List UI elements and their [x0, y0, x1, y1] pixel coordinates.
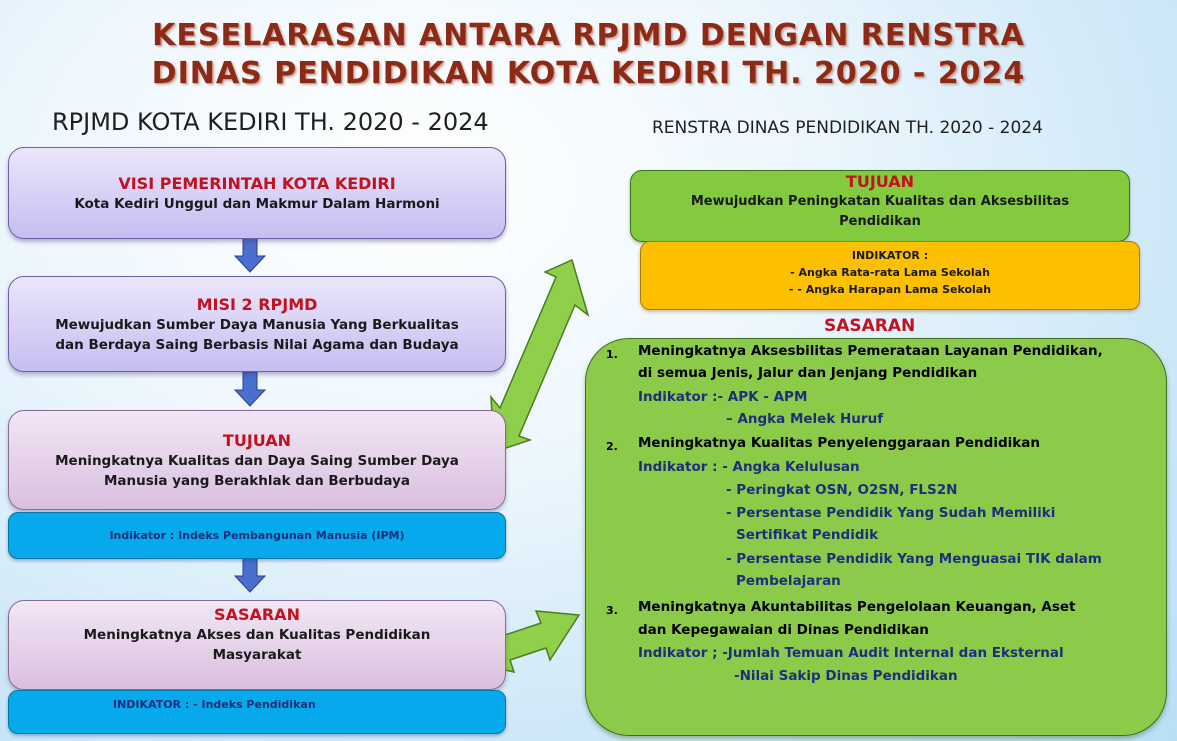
sasaran-item-1-num: 1. — [606, 348, 618, 361]
sasaran-item-3-line-2: dan Kepegawaian di Dinas Pendidikan — [638, 622, 929, 638]
renstra-heading: RENSTRA DINAS PENDIDIKAN TH. 2020 - 2024 — [652, 118, 1043, 138]
down-arrow-3 — [235, 558, 265, 592]
misi-line-2: dan Berdaya Saing Berbasis Nilai Agama dan Budaya — [55, 337, 459, 353]
misi-line-1: Mewujudkan Sumber Daya Manusia Yang Berkualitas — [55, 317, 459, 333]
renstra-tujuan-line-2: Pendidikan — [839, 214, 921, 229]
sasaran-item-2-num: 2. — [606, 440, 618, 453]
tujuan-indikator-text: Indikator : Indeks Pembangunan Manusia (IPM) — [109, 529, 405, 542]
sasaran-item-2-line-1: Meningkatnya Kualitas Penyelenggaraan Pendidikan — [638, 435, 1040, 451]
tujuan-title: TUJUAN — [222, 431, 292, 450]
renstra-indikator-title: INDIKATOR : — [851, 249, 929, 262]
title-line-2: DINAS PENDIDIKAN KOTA KEDIRI TH. 2020 - 2024 — [151, 56, 1026, 91]
sasaran-item-3-indikator-1: Indikator ; -Jumlah Temuan Audit Internal dan Eksternal — [638, 645, 1064, 661]
sasaran-item-1-indikator-1: Indikator :- APK - APM — [638, 389, 808, 405]
sasaran-item-2-indikator-5: - Persentase Pendidik Yang Menguasai TIK dalam — [726, 551, 1102, 567]
misi-box — [8, 276, 506, 372]
tujuan-line-1: Meningkatnya Kualitas dan Daya Saing Sumber Daya — [55, 453, 459, 469]
visi-title: VISI PEMERINTAH KOTA KEDIRI — [118, 174, 396, 193]
sasaran-indikator-box — [8, 690, 506, 734]
sasaran-item-2-indikator-4: Sertifikat Pendidik — [736, 527, 879, 543]
sasaran-item-2-indikator-2: - Peringkat OSN, O2SN, FLS2N — [726, 482, 958, 498]
visi-box — [8, 147, 506, 239]
renstra-sasaran-title: SASARAN — [824, 316, 916, 336]
tujuan-box — [8, 410, 506, 510]
sasaran-item-3-indikator-2: -Nilai Sakip Dinas Pendidikan — [734, 668, 958, 684]
sasaran-item-3-line-1: Meningkatnya Akuntabilitas Pengelolaan Keuangan, Aset — [638, 599, 1076, 615]
renstra-tujuan-box — [630, 170, 1130, 242]
sasaran-item-1-indikator-2: – Angka Melek Huruf — [726, 411, 884, 427]
sasaran-line-2: Masyarakat — [212, 647, 302, 663]
sasaran-item-1-line-2: di semua Jenis, Jalur dan Jenjang Pendidikan — [638, 365, 978, 381]
sasaran-line-1: Meningkatnya Akses dan Kualitas Pendidikan — [83, 627, 431, 643]
renstra-indikator-box — [640, 241, 1140, 310]
sasaran-item-2-indikator-3: - Persentase Pendidik Yang Sudah Memiliki — [726, 505, 1056, 521]
sasaran-item-2-indikator-1: Indikator : - Angka Kelulusan — [638, 459, 860, 475]
title-line-1: KESELARASAN ANTARA RPJMD DENGAN RENSTRA — [152, 18, 1025, 53]
sasaran-item-2-indikator-6: Pembelajaran — [736, 573, 841, 589]
rpjmd-heading: RPJMD KOTA KEDIRI TH. 2020 - 2024 — [52, 108, 489, 136]
down-arrow-1 — [235, 238, 265, 272]
sasaran-item-1-line-1: Meningkatnya Aksesbilitas Pemerataan Layanan Pendidikan, — [638, 343, 1103, 359]
renstra-indikator-line-1: - Angka Rata-rata Lama Sekolah — [790, 266, 990, 279]
sasaran-indikator-text: INDIKATOR : - Indeks Pendidikan — [113, 698, 316, 711]
down-arrow-2 — [235, 372, 265, 406]
tujuan-indikator-box — [8, 512, 506, 559]
misi-title: MISI 2 RPJMD — [196, 295, 318, 314]
tujuan-line-2: Manusia yang Berakhlak dan Berbudaya — [103, 473, 411, 489]
visi-text: Kota Kediri Unggul dan Makmur Dalam Harmoni — [74, 196, 440, 212]
sasaran-title: SASARAN — [214, 605, 300, 624]
renstra-sasaran-box — [585, 338, 1167, 736]
renstra-tujuan-line-1: Mewujudkan Peningkatan Kualitas dan Aksesbilitas — [690, 194, 1070, 209]
renstra-tujuan-title: TUJUAN — [845, 172, 915, 191]
renstra-indikator-line-2: - - Angka Harapan Lama Sekolah — [788, 283, 992, 296]
sasaran-item-3-num: 3. — [606, 604, 618, 617]
sasaran-box — [8, 600, 506, 690]
